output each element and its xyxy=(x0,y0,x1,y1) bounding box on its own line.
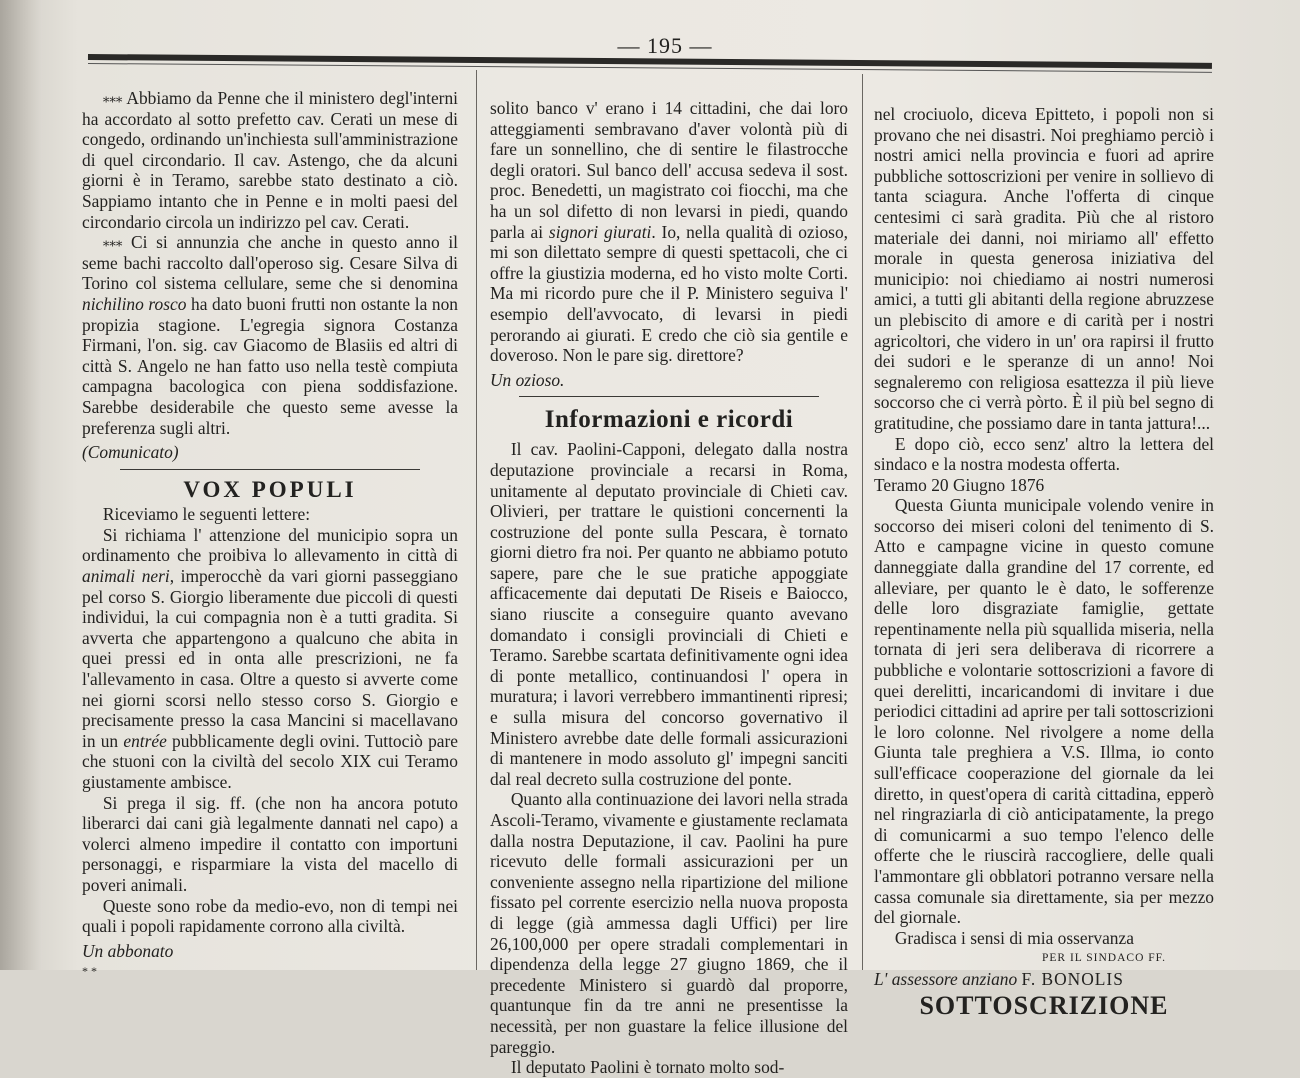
signature-ozioso: Un ozioso. xyxy=(490,369,565,390)
signature-comunicato: (Comunicato) xyxy=(82,442,179,463)
informazioni-heading: Informazioni e ricordi xyxy=(544,406,794,434)
page-number: — 195 — xyxy=(617,33,713,58)
article-strada-ascoli: Quanto alla continuazione dei lavori nella strada Ascoli-Teramo, vivamente e giustamente reclamata dalla nostra Deputazione, il cav. Paolini ha pure ricevuto delle formali assicurazioni per un conveniente assegno nella ripartizione del milione fissato pel corrente esercizio nella nuova proposta di legge (già ammessa dagli Uffici) per lire 26,100,000 per opere stradali complementari in dipendenza della legge 27 giugno 1869, che il precedente Ministero si guardò dal proporre, quantunque fin da tre anni ne presentisse la necessità, per non guastare la felice illusione del pareggio. xyxy=(490,789,848,1057)
article-seme-bachi: ⁎⁎⁎ Ci si annunzia che anche in questo anno il seme bachi raccolto dall'operoso sig. Cesare Silva di Torino col sistema cellulare, seme che si denomina nichilino rosco ha dato buoni frutti non ostante la non propizia stagione. L'egregia signora Costanza Firmani, l'on. sig. cav Giacomo de Blasiis ed altri di città S. Angelo ne han fatto uso nella testè compiuta campagna bacologica con piena soddisfazione. Sarebbe desiderabile che questo seme avesse la preferenza sugli altri. xyxy=(82,232,458,438)
section-rule xyxy=(120,469,420,470)
column-3 xyxy=(874,104,1214,1020)
section-rule xyxy=(519,396,819,397)
article-ponte-pescara: Il cav. Paolini-Capponi, delegato dalla nostra deputazione provinciale a recarsi in Roma, unitamente al deputato provinciale di Chieti cav. Olivieri, per trattare le quistioni concernenti la costruzione del ponte sulla Pescara, è tornato giorni dietro fra noi. Per quanto ne abbiamo potuto sapere, pare che le sue pratiche appoggiate afficacemente dai deputati De Riseis e Baiocco, siano riuscite a conseguire quanto avevano domandato i consigli provinciali di Chieti e Teramo. Sarebbe scartata definitivamente ogni idea di ponte metallico, continuandosi l' opera in muratura; i lavori verrebbero immantinenti ripresi; e sulla misura del concorso governativo il Ministero avrebbe date delle formali assicurazioni di mantenere in modo assoluto gl' impegni sanciti dal real decreto sulla costruzione del ponte. xyxy=(490,439,848,789)
sindaco-letter: Questa Giunta municipale volendo venire in soccorso dei miseri coloni del tenimento di S. Atto e campagne vicine in questo comune danneggiate dalla grandine del 17 corrente, ed alleviare, per quanto le è dato, le sofferenze delle loro disgraziate famiglie, gettate repentinamente nella più squallida miseria, nella tornata di jeri sera deliberava di ricorrere a pubbliche e volontarie sottoscrizioni a favore di quei derelitti, incaricandomi di invitare i due periodici cittadini ad aprire per tali sottoscrizioni le loro colonne. Nel rivolgere a nome della Giunta tale preghiera a V.S. Illma, io conto sull'efficace cooperazione del giornale da lei diretto, in quest'opera di carità cittadina, epperò nel ringraziarla di ciò anticipatamente, la prego di comunicarmi a suo tempo l'elenco delle offerte che le riuscirà raccogliere, delle quali l'ammontare gli obblatori potranno versare nella cassa comunale sia direttamente, sia per mezzo del giornale. xyxy=(874,495,1214,928)
binding-gutter xyxy=(0,0,42,970)
article-intro-letter: E dopo ciò, ecco senz' altro la lettera del sindaco e la nostra modesta offerta. xyxy=(874,433,1214,475)
article-appeal: nel crociuolo, diceva Epitteto, i popoli non si provano che nei disastri. Noi preghiamo perciò i nostri amici nella provincia e fuori ad aprire pubbliche sottoscrizioni per venire in sollievo di tanta sciagura. Anche l'offerta di cinque centesimi ci sarà gradita. Più che al ristoro materiale dei danni, noi miriamo all' effetto morale in questa generosa iniziativa del municipio: noi chiediamo ai nostri numerosi amici, a tutti gli abitanti della regione abruzzese un plebiscito di amore e di carità per i nostri agricoltori, che videro in un' ora rapirsi il frutto dei sudori e le speranze di un anno! Noi segnaleremo con religiosa esattezza il più lieve soccorso che ci verrà pòrto. È il più bel segno di gratitudine, che possiamo dare in tanta jattura!... xyxy=(874,104,1214,433)
column-2 xyxy=(490,98,848,1078)
article-paolini: Il deputato Paolini è tornato molto sod- xyxy=(510,1057,785,1078)
stars-separator: * * xyxy=(82,964,97,979)
per-il-sindaco: PER IL SINDACO FF. xyxy=(1041,952,1166,965)
signature-bonolis: L' assessore anziano F. BONOLIS xyxy=(874,968,1124,989)
sottoscrizione-heading: SOTTOSCRIZIONE xyxy=(919,990,1169,1020)
letter-closing: Gradisca i sensi di mia osservanza xyxy=(894,927,1134,948)
vox-populi-heading: VOX POPULI xyxy=(183,476,357,502)
column-divider-left xyxy=(476,70,477,970)
letter-medio-evo: Queste sono robe da medio-evo, non di tempi nei quali i popoli rapidamente corrono alla civiltà. xyxy=(82,895,458,937)
letter-cani: Si prega il sig. ff. (che non ha ancora potuto liberarci dai cani già legalmente dannati nel capo) a volerci almeno impedire il contatto con importuni personaggi, e risparmiare la vista del macello di poveri animali. xyxy=(82,792,458,895)
article-penne: ⁎⁎⁎ Abbiamo da Penne che il ministero degl'interni ha accordato al sotto prefetto cav. Cerati un mese di congedo, ordinando un'inchiesta sull'amministrazione di quel circondario. Il cav. Astengo, che da alcuni giorni è in Teramo, sarebbe stato destinato a ciò. Sappiamo intanto che in Penne e in molti paesi del circondario circola un indirizzo pel cav. Cerati. xyxy=(82,88,458,232)
signature-abbonato: Un abbonato xyxy=(82,940,174,961)
column-divider-right xyxy=(862,74,863,970)
column-1 xyxy=(82,88,458,982)
letter-ozioso: solito banco v' erano i 14 cittadini, che dai loro atteggiamenti sembravano d'aver volontà più di fare un sonnellino, che di sentire le filastrocche degli oratori. Sul banco dell' accusa sedeva il sost. proc. Benedetti, un magistrato coi fiocchi, ma che ha un sol difetto di non levarsi in piedi, quando parla ai signori giurati. Io, nella qualità di ozioso, mi son dilettato sempre di questi spettacoli, che ci offre la giustizia moderna, ed ho visto molte Corti. Ma mi ricordo pure che il P. Ministero seguiva l' esempio dell'avvocato, di levarsi in piedi perorando ai giurati. E credo che ciò sia gentile e doveroso. Non le pare sig. direttore? xyxy=(490,98,848,366)
vox-intro: Riceviamo le seguenti lettere: xyxy=(102,504,311,525)
letter-animali: Si richiama l' attenzione del municipio sopra un ordinamento che proibiva lo allevamento in città di animali neri, imperocchè da vari giorni passeggiano pel corso S. Giorgio liberamente due piccoli di questi individui, la cui compagnia non è a tutti gradita. Si avverta che appartengono a qualcuno che abita in quei pressi ed in onta alle prescrizioni, ne fa l'allevamento in casa. Oltre a questo si avverte come nei giorni scorsi nello stesso corso S. Giorgio e precisamente presso la casa Mancini si macellavano in un entrée pubblicamente degli ovini. Tuttociò pare che stuoni con la civiltà del secolo XIX cui Teramo giustamente ambisce. xyxy=(82,524,458,792)
letter-date: Teramo 20 Giugno 1876 xyxy=(874,474,1045,495)
